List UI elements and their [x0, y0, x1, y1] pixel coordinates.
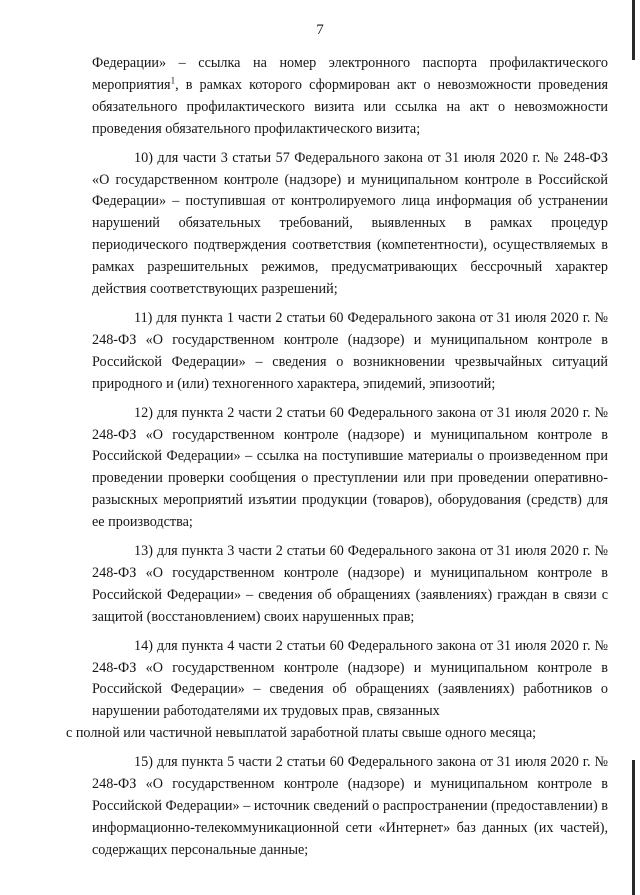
list-item-10: 10) для части 3 статьи 57 Федерального закона от 31 июля 2020 г. № 248-ФЗ «О государственном контроле (надзоре) и муниципальном контроле в Российской Федерации» – поступившая от контролируемого лица информация об устранении нарушений обязательных требований, выявленных в рамках процедур периодического подтверждения соответствия (компетентности), осуществляемых в рамках разрешительных режимов, предусматривающих бессрочный характер действия соответствующих разрешений;	[92, 149, 608, 298]
list-item-13: 13) для пункта 3 части 2 статьи 60 Федерального закона от 31 июля 2020 г. № 248-ФЗ «О государственном контроле (надзоре) и муниципальном контроле в Российской Федерации» – сведения об обращениях (заявлениях) граждан в связи с защитой (восстановлением) своих нарушенных прав;	[92, 543, 608, 625]
list-item-14-text: 14) для пункта 4 части 2 статьи 60 Федерального закона от 31 июля 2020 г. № 248-ФЗ «О государственном контроле (надзоре) и муниципальном контроле в Российской Федерации» – сведения об обращениях (заявлениях) работников о нарушении работодателями их трудовых прав, связанных	[92, 637, 608, 720]
scan-edge-mark	[632, 760, 635, 895]
continuation-text-start: Федерации» – ссылка на номер электронного паспорта профилактического мероприятия	[92, 55, 608, 93]
list-item-12: 12) для пункта 2 части 2 статьи 60 Федерального закона от 31 июля 2020 г. № 248-ФЗ «О государственном контроле (надзоре) и муниципальном контроле в Российской Федерации» – ссылка на поступившие материалы о произведенном при проведении проверки сообщения о преступлении или при проведении оперативно-разыскных мероприятий изъятии продукции (товаров), оборудования (средств) для ее производства;	[92, 404, 608, 531]
list-item-14-tail: с полной или частичной невыплатой заработной платы свыше одного месяца;	[66, 725, 537, 742]
scan-edge-mark	[632, 0, 635, 60]
continuation-paragraph	[92, 53, 608, 141]
body-text	[66, 53, 608, 862]
continuation-text-end: , в рамках которого сформирован акт о невозможности проведения обязательного профилактического визита или ссылка на акт о невозможности проведения обязательного профилактического визита;	[92, 76, 608, 137]
list-item-14	[66, 636, 608, 746]
list-item-11: 11) для пункта 1 части 2 статьи 60 Федерального закона от 31 июля 2020 г. № 248-ФЗ «О государственном контроле (надзоре) и муниципальном контроле в Российской Федерации» – сведения о возникновении чрезвычайных ситуаций природного и (или) техногенного характера, эпидемий, эпизоотий;	[92, 309, 608, 392]
list-item-15: 15) для пункта 5 части 2 статьи 60 Федерального закона от 31 июля 2020 г. № 248-ФЗ «О государственном контроле (надзоре) и муниципальном контроле в Российской Федерации» – источник сведений о распространении (предоставлении) в информационно-телекоммуникационной сети «Интернет» баз данных (их частей), содержащих персональные данные;	[92, 754, 608, 858]
page-number: 7	[316, 22, 324, 38]
footnote-reference[interactable]: 1	[170, 75, 176, 86]
